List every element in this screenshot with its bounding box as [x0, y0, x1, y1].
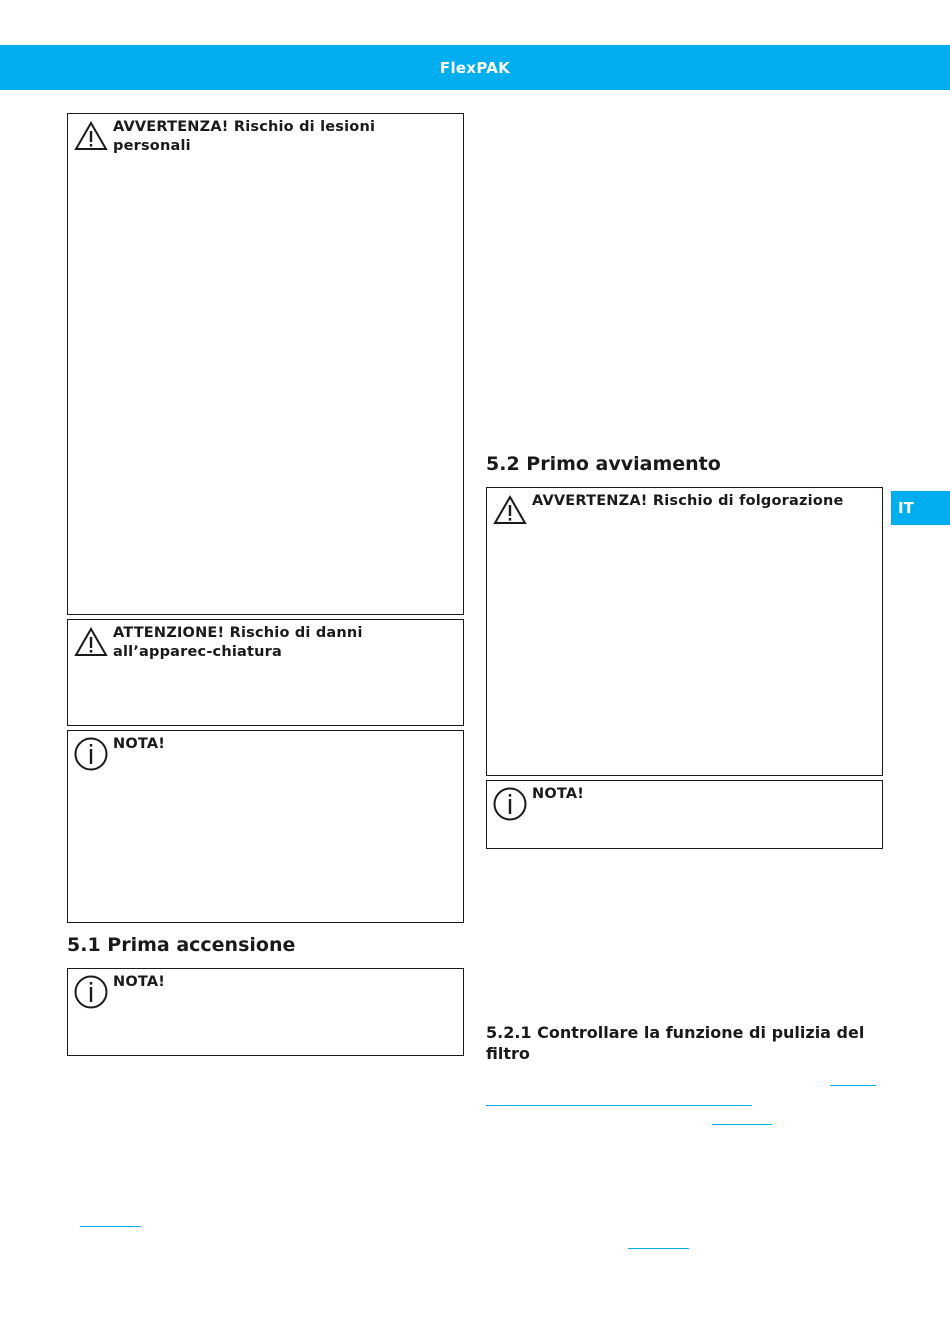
- section-heading-5-1: 5.1 Prima accensione: [67, 934, 296, 956]
- note-box-title: NOTA!: [113, 736, 166, 752]
- section-heading-5-2-1: 5.2.1 Controllare la funzione di pulizia del filtro: [486, 1023, 865, 1063]
- caution-box-title: ATTENZIONE! Rischio di danni all’apparec-chiatura: [113, 625, 363, 660]
- info-icon: [493, 787, 527, 821]
- info-icon: [74, 975, 108, 1009]
- warning-box-injury: [67, 113, 464, 615]
- note-box-title: NOTA!: [532, 786, 585, 802]
- warning-box-title: AVVERTENZA! Rischio di folgorazione: [532, 493, 844, 509]
- caution-box-equipment: [67, 619, 464, 726]
- link-underline[interactable]: [486, 1105, 752, 1106]
- note-box-title: NOTA!: [113, 974, 166, 990]
- warning-box-title: AVVERTENZA! Rischio di lesioni personali: [113, 119, 376, 154]
- link-underline[interactable]: [628, 1248, 689, 1249]
- note-box: [486, 780, 883, 849]
- header-title: FlexPAK: [439, 58, 511, 77]
- link-underline[interactable]: [830, 1085, 876, 1086]
- warning-triangle-icon: [74, 626, 108, 658]
- link-underline[interactable]: [80, 1226, 141, 1227]
- header-bar: [0, 45, 950, 90]
- warning-box-electrocution: [486, 487, 883, 776]
- note-box: [67, 730, 464, 923]
- warning-triangle-icon: [74, 120, 108, 152]
- info-icon: [74, 737, 108, 771]
- note-box: [67, 968, 464, 1056]
- warning-triangle-icon: [493, 494, 527, 526]
- link-underline[interactable]: [712, 1124, 772, 1125]
- language-tab[interactable]: [891, 491, 950, 525]
- section-heading-5-2: 5.2 Primo avviamento: [486, 453, 721, 475]
- language-tab-label: IT: [898, 499, 914, 517]
